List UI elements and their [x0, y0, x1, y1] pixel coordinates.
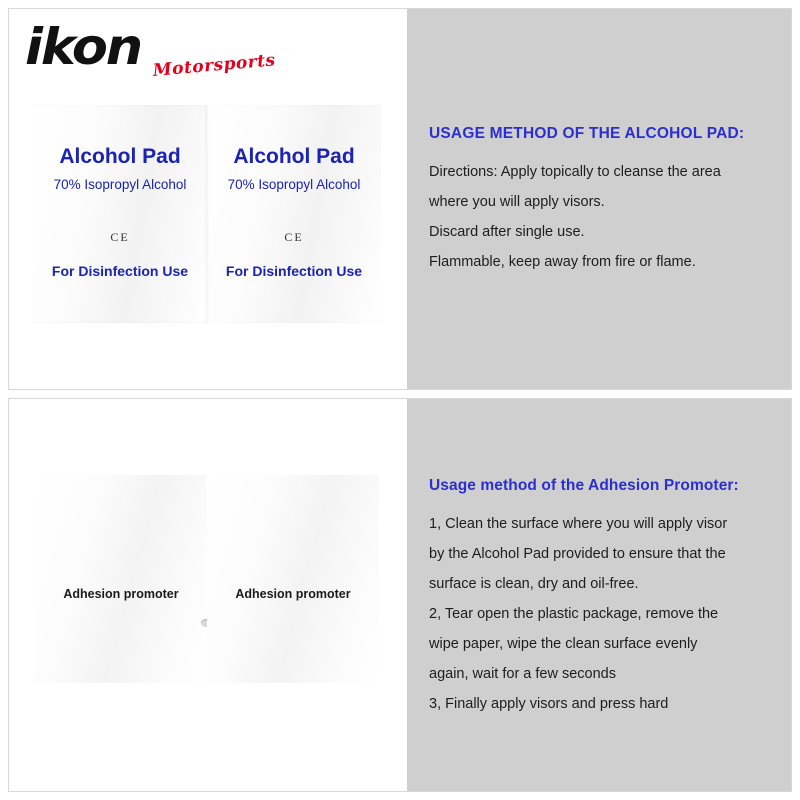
instruction-line: by the Alcohol Pad provided to ensure that the [429, 546, 726, 562]
instruction-line: where you will apply visors. [429, 194, 605, 210]
instruction-line: 1, Clean the surface where you will apply visor [429, 516, 728, 532]
instruction-line: again, wait for a few seconds [429, 666, 616, 682]
alcohol-pad-instructions-area [407, 9, 791, 389]
adhesion-promoter-label: Adhesion promoter [235, 587, 351, 601]
adhesion-promoter-sachet-2 [207, 475, 379, 683]
adhesion-promoter-instructions-heading: Usage method of the Adhesion Promoter: [429, 477, 739, 494]
alcohol-pad-instructions [429, 125, 775, 277]
alcohol-pad-image [33, 105, 381, 323]
alcohol-pad-sachet-2 [207, 105, 381, 323]
instruction-line: Directions: Apply topically to cleanse the area [429, 164, 721, 180]
alcohol-pad-instructions-heading: USAGE METHOD OF THE ALCOHOL PAD: [429, 125, 745, 142]
panel-adhesion-promoter [8, 398, 792, 792]
alcohol-pad-sachet-1 [33, 105, 207, 323]
alcohol-pad-footer: For Disinfection Use [51, 263, 189, 279]
alcohol-pad-title: Alcohol Pad [233, 145, 355, 168]
brand-tagline: Motorsports [152, 50, 277, 81]
instruction-line: 3, Finally apply visors and press hard [429, 696, 669, 712]
adhesion-promoter-label: Adhesion promoter [63, 587, 179, 601]
alcohol-pad-footer: For Disinfection Use [225, 263, 363, 279]
adhesion-promoter-image [35, 475, 379, 683]
instruction-line: surface is clean, dry and oil-free. [429, 576, 639, 592]
instruction-line: wipe paper, wipe the clean surface evenly [429, 636, 698, 652]
alcohol-pad-subtitle: 70% Isopropyl Alcohol [53, 177, 187, 192]
instruction-line: Discard after single use. [429, 224, 585, 240]
adhesion-promoter-sachet-1 [35, 475, 207, 683]
ce-mark-icon: CE [284, 230, 304, 244]
alcohol-pad-photo-area [9, 9, 407, 389]
panel-alcohol-pad [8, 8, 792, 390]
brand-name: ikon [25, 18, 142, 76]
adhesion-promoter-instructions-area [407, 399, 791, 791]
adhesion-promoter-photo-area [9, 399, 407, 791]
instruction-line: Flammable, keep away from fire or flame. [429, 254, 696, 270]
ce-mark-icon: CE [110, 230, 130, 244]
alcohol-pad-title: Alcohol Pad [59, 145, 181, 168]
adhesion-promoter-instructions [429, 477, 775, 719]
brand-logo [25, 18, 277, 87]
instruction-line: 2, Tear open the plastic package, remove the [429, 606, 719, 622]
alcohol-pad-subtitle: 70% Isopropyl Alcohol [227, 177, 361, 192]
